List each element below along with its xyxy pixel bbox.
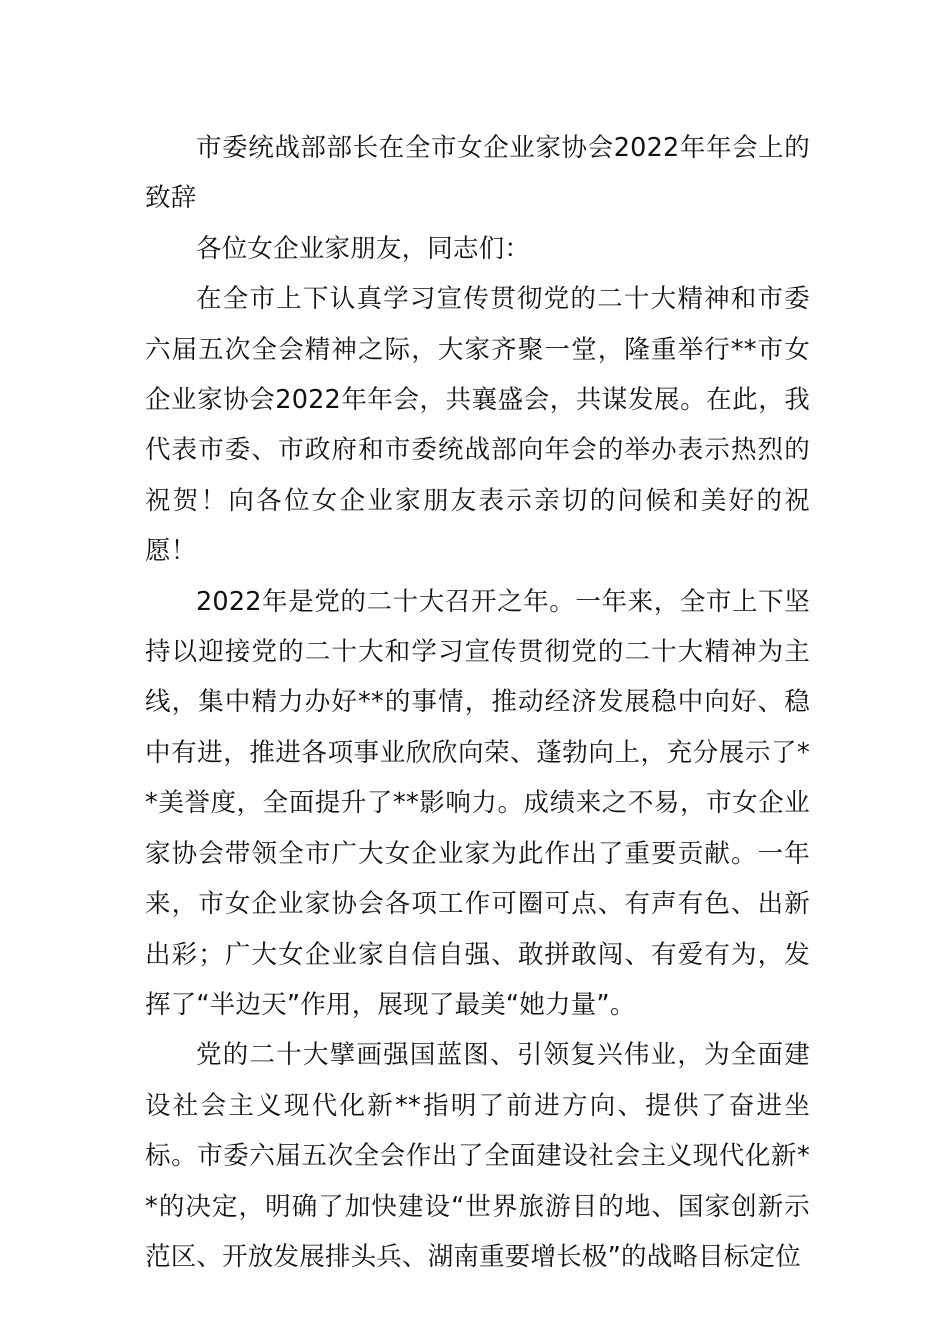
paragraph-2: 2022年是党的二十大召开之年。一年来，全市上下坚持以迎接党的二十大和学习宣传贯彻党的二十大精神为主线，集中精力办好**的事情，推动经济发展稳中向好、稳中有进，推进各项事业欣欣向荣、蓬勃向上，充分展示了**美誉度，全面提升了**影响力。成绩来之不易，市女企业家协会带领全市广大女企业家为此作出了重要贡献。一年来，市女企业家协会各项工作可圈可点、有声有色、出新出彩；广大女企业家自信自强、敢拼敢闯、有爱有为，发挥了“半边天”作用，展现了最美“她力量”。 [145, 586, 810, 1020]
paragraph-1: 在全市上下认真学习宣传贯彻党的二十大精神和市委六届五次全会精神之际，大家齐聚一堂，隆重举行**市女企业家协会2022年年会，共襄盛会，共谋发展。在此，我代表市委、市政府和市委统战部向年会的举办表示热烈的祝贺！向各位女企业家朋友表示亲切的问候和美好的祝愿！ [145, 284, 810, 567]
document-title: 市委统战部部长在全市女企业家协会2022年年会上的致辞 [145, 133, 810, 214]
salutation: 各位女企业家朋友，同志们： [196, 233, 531, 264]
document-body [145, 123, 810, 1282]
paragraph-3: 党的二十大擘画强国蓝图、引领复兴伟业，为全面建设社会主义现代化新**指明了前进方向、提供了奋进坐标。市委六届五次全会作出了全面建设社会主义现代化新**的决定，明确了加快建设“世界旅游目的地、国家创新示范区、开放发展排头兵、湖南重要增长极”的战略目标定位 [145, 1040, 810, 1272]
